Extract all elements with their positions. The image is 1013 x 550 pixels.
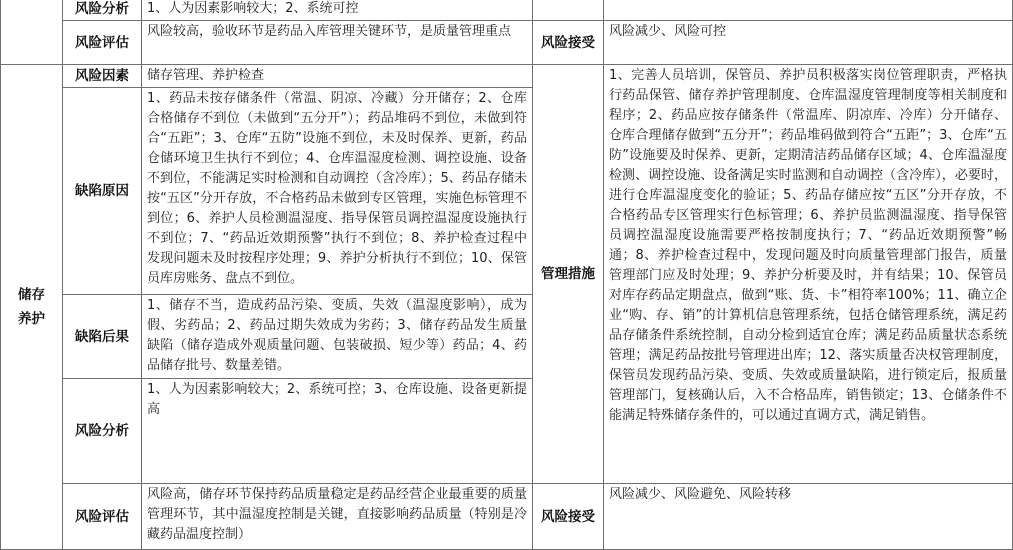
row-content: 1、药品未按存储条件（常温、阴凉、冷藏）分开储存；2、仓库合格储存不到位（未做到“五分开”）；药品堆码不到位，未做到符合“五距”；3、仓库“五防”设施不到位，未及时保养、更新，药品仓储环境卫生执行不到位；4、仓库温湿度检测、调控设施、设备不到位，不能满足实时检测和自动调控（含冷库）；5、药品存储未按“五区”分开存放，不合格药品未做到专区管理，实施色标管理不到位；6、养护人员检测温湿度、指导保管员调控温湿度设施执行不到位；7、“药品近效期预警”执行不到位；8、养护检查过程中发现问题未及时按程序处理；9、养护分析执行不到位；10、保管员库房账务、盘点不到位。 [142,88,533,295]
row-label: 风险分析 [63,379,142,484]
row-label: 风险因素 [63,65,142,88]
right-content: 风险减少、风险可控 [604,21,1013,65]
row-content: 1、储存不当，造成药品污染、变质、失效（温湿度影响），成为假、劣药品；2、药品过期失效成为劣药；3、储存药品发生质量缺陷（储存造成外观质量问题、包装破损、短少等）药品；4、药品储存批号、数量差错。 [142,295,533,379]
acceptance-content: 风险减少、风险避免、风险转移 [604,484,1013,550]
row-label: 风险评估 [63,21,142,65]
measures-content: 1、完善人员培训，保管员、养护员积极落实岗位管理职责，严格执行药品保管、储存养护管理制度、仓库温湿度管理制度等相关制度和程序；2、药品应按存储条件（常温库、阴凉库、冷库）分开储存、仓库合理储存做到“五分开”；药品堆码做到符合“五距”；3、仓库“五防”设施要及时保养、更新，定期清洁药品储存区域；4、仓库温湿度检测、调控设施、设备满足实时监测和自动调控（含冷库），必要时，进行仓库温湿度变化的验证；5、药品存储应按“五区”分开存放，不合格药品专区管理实行色标管理；6、养护员监测温湿度、指导保管员调控温湿度设施需要严格按制度执行；7、“药品近效期预警”畅通；8、养护检查过程中，发现问题及时向质量管理部门报告，质量管理部门应及时处理；9、养护分析要及时，并有结果；10、保管员对库存药品定期盘点，做到“账、货、卡”相符率100%；11、确立企业“购、存、销”的计算机信息管理系统，包括仓储管理系统，满足药品存储条件系统控制，自动分检到适宜仓库；满足药品质量状态系统管理；满足药品按批号管理进出库；12、落实质量否决权管理制度，保管员发现药品污染、变质、失效或质量缺陷，进行锁定后，报质量管理部门，复核确认后，入不合格品库，销售锁定；13、仓储条件不能满足特殊储存条件的，可以通过直调方式，满足销售。 [604,65,1013,484]
row-label: 风险评估 [63,484,142,550]
category-line: 养护 [18,311,45,327]
right-label [533,0,604,21]
row-content: 风险高，储存环节保持药品质量稳定是药品经营企业最重要的质量管理环节，其中温湿度控制是关键，直接影响药品质量（特别是冷藏药品温度控制） [142,484,533,550]
table-row [1,65,1013,88]
right-label: 风险接受 [533,21,604,65]
table-row [1,21,1013,65]
category-line: 储存 [18,287,45,303]
table-row [1,0,1013,21]
acceptance-label: 风险接受 [533,484,604,550]
row-content: 1、人为因素影响较大；2、系统可控；3、仓库设施、设备更新提高 [142,379,533,484]
row-label: 风险分析 [63,0,142,21]
category-cell [1,0,63,65]
category-storage-maintenance [1,65,63,550]
row-label: 缺陷后果 [63,295,142,379]
row-content: 储存管理、养护检查 [142,65,533,88]
row-content: 1、人为因素影响较大；2、系统可控 [142,0,533,21]
table-row [1,484,1013,550]
row-content: 风险较高，验收环节是药品入库管理关键环节，是质量管理重点 [142,21,533,65]
right-content [604,0,1013,21]
measures-label: 管理措施 [533,65,604,484]
row-label: 缺陷原因 [63,88,142,295]
